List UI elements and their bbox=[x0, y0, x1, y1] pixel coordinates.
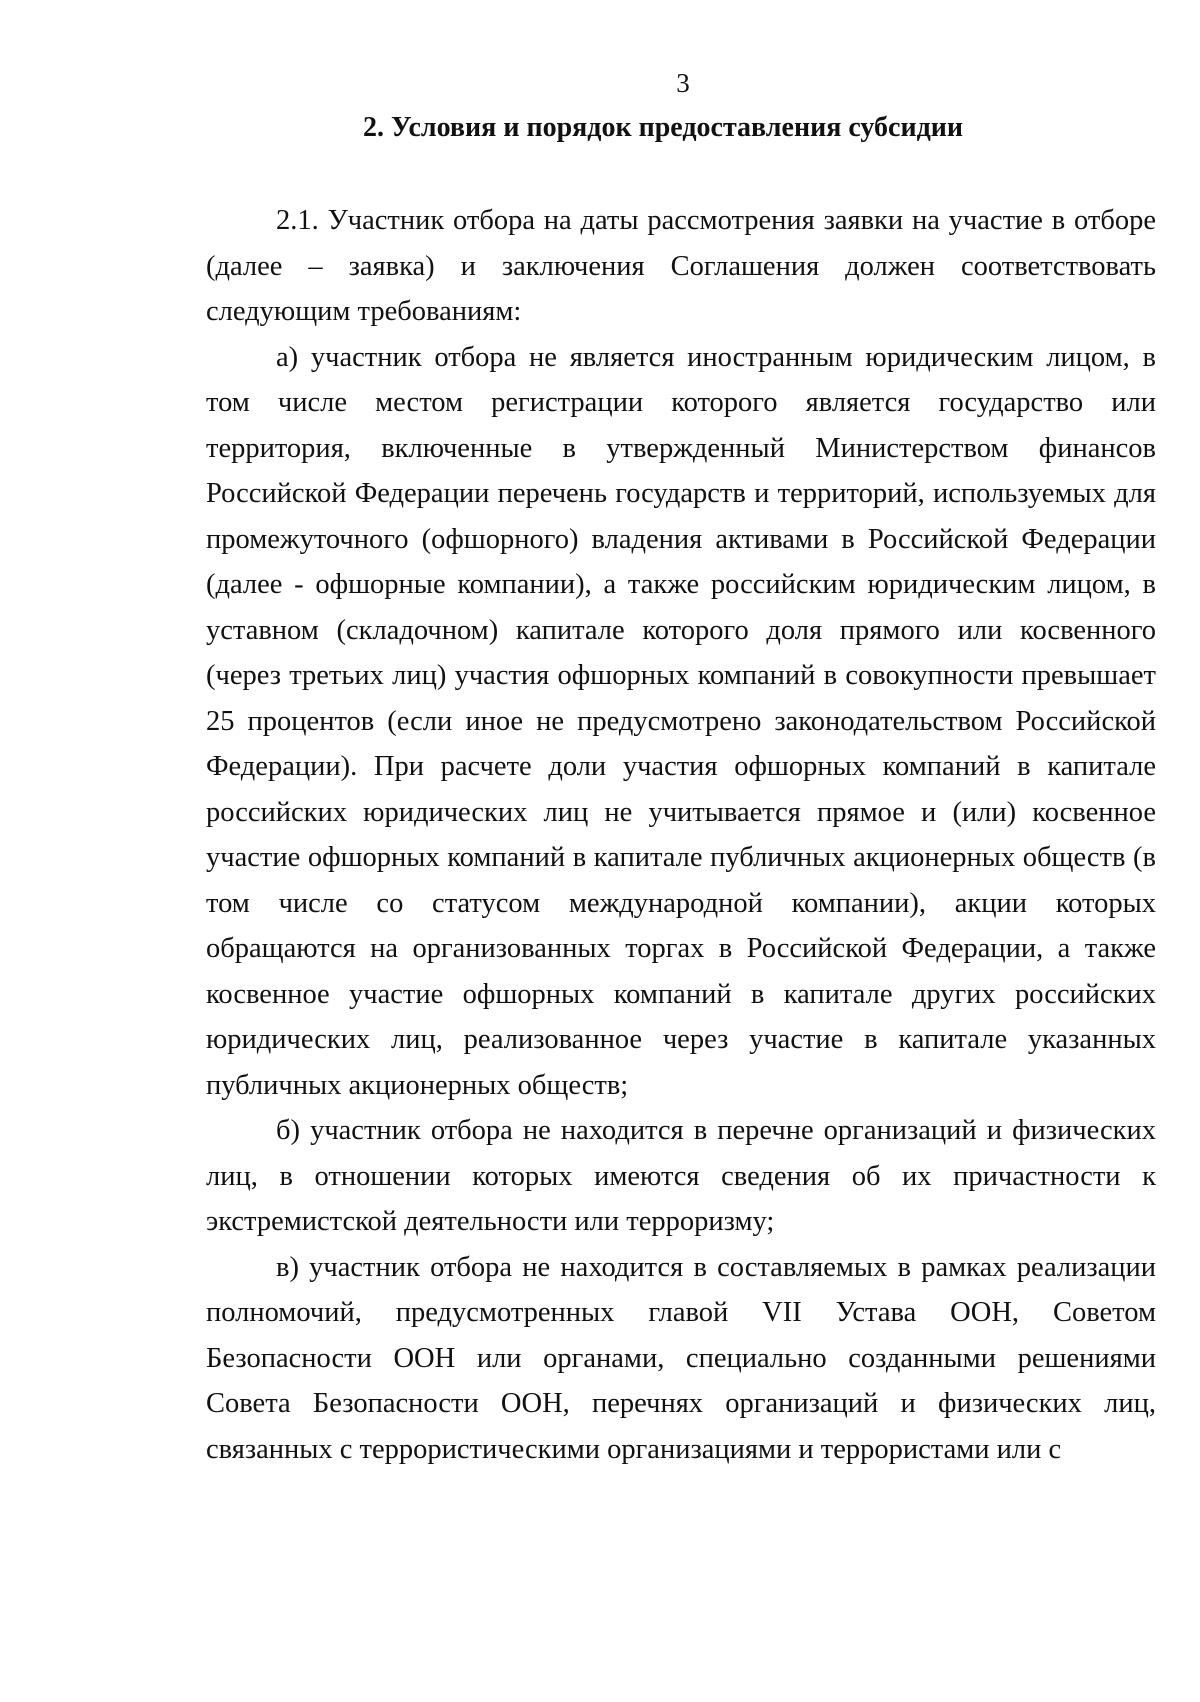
paragraph-item-b: б) участник отбора не находится в перечне организаций и физических лиц, в отношении которых имеются сведения об их причастности к экстремистской деятельности или терроризму; bbox=[206, 1115, 1156, 1237]
paragraph-item-a: а) участник отбора не является иностранным юридическим лицом, в том числе местом регистрации которого является государство или территория, включенные в утвержденный Министерством финансов Российской Федерации перечень государств и территорий, используемых для промежуточного (офшорного) владения активами в Российской Федерации (далее - офшорные компании), а также российским юридическим лицом, в уставном (складочном) капитале которого доля прямого или косвенного (через третьих лиц) участия офшорных компаний в совокупности превышает 25 процентов (если иное не предусмотрено законодательством Российской Федерации). При расчете доли участия офшорных компаний в капитале российских юридических лиц не учитывается прямое и (или) косвенное участие офшорных компаний в капитале публичных акционерных обществ (в том числе со статусом международной компании), акции которых обращаются на организованных торгах в Российской Федерации, а также косвенное участие офшорных компаний в капитале других российских юридических лиц, реализованное через участие в капитале указанных публичных акционерных обществ; bbox=[206, 341, 1156, 1101]
section-title: 2. Условия и порядок предоставления субсидии bbox=[362, 112, 964, 143]
paragraph-2-1: 2.1. Участник отбора на даты рассмотрения заявки на участие в отборе (далее – заявка) и заключения Соглашения должен соответствовать следующим требованиям: bbox=[206, 205, 1156, 327]
paragraph-item-v: в) участник отбора не находится в составляемых в рамках реализации полномочий, предусмотренных главой VII Устава ООН, Советом Безопасности ООН или органами, специально созданными решениями Совета Безопасности ООН, перечнях организаций и физических лиц, связанных с террористическими организациями и террористами или с bbox=[206, 1251, 1156, 1465]
page-number: 3 bbox=[676, 68, 690, 98]
document-body bbox=[206, 198, 1156, 1472]
